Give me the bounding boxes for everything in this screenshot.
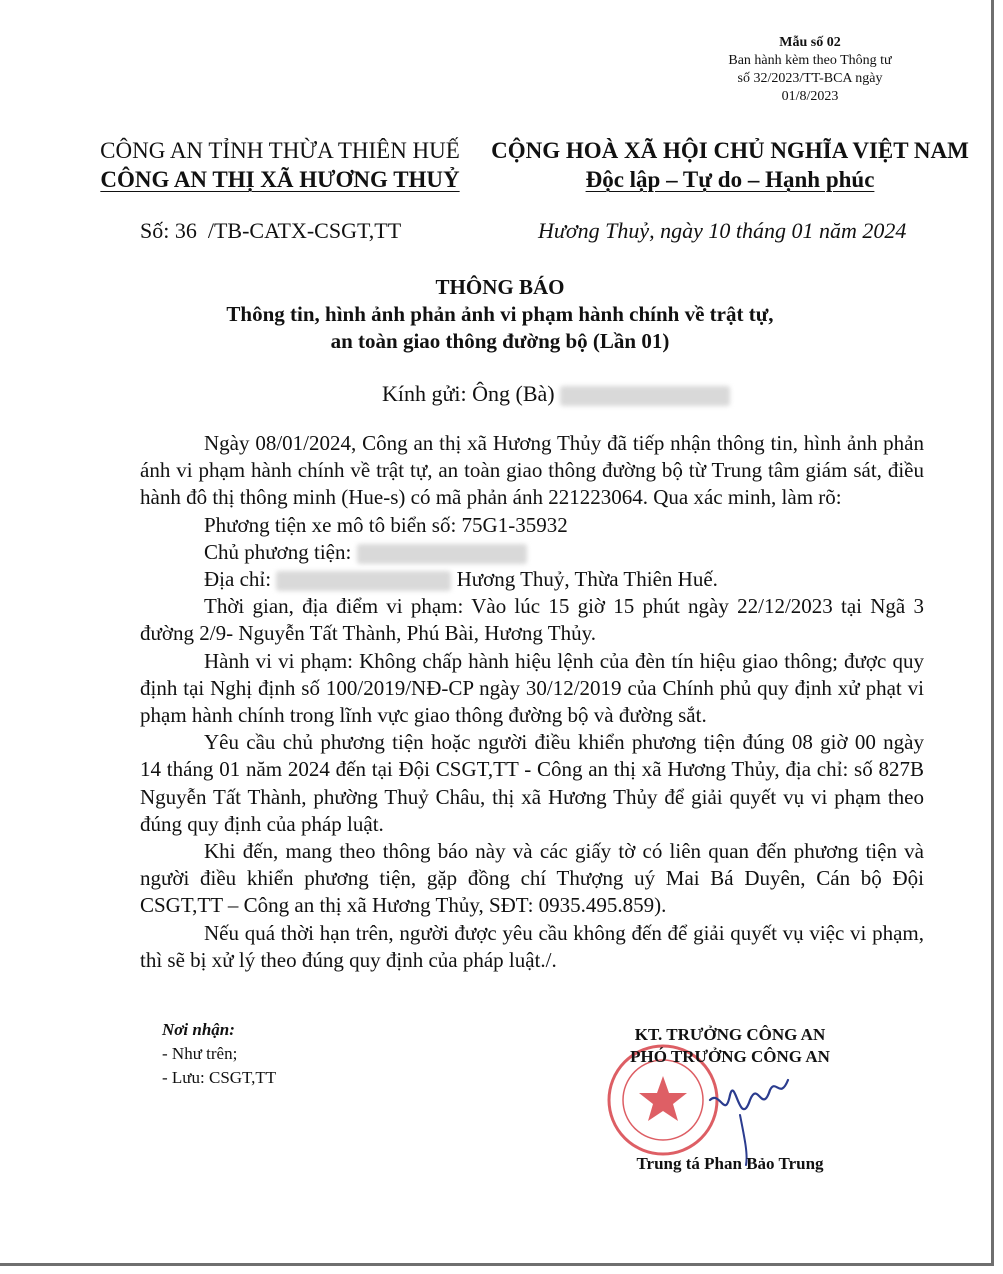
body-paragraph: Hành vi vi phạm: Không chấp hành hiệu lệnh của đèn tín hiệu giao thông; được quy định tại Nghị định số 100/2019/NĐ-CP ngày 30/12/2019 của Chính phủ quy định xử phạt vi phạm hành chính trong lĩnh vực giao thông đường bộ và đường sắt. xyxy=(140,648,924,728)
form-note-line: số 32/2023/TT-BCA ngày xyxy=(737,71,883,86)
date-line: Hương Thuỷ, ngày 10 tháng 01 năm 2024 xyxy=(538,218,907,243)
title-main: THÔNG BÁO xyxy=(435,275,565,299)
form-note-line: 01/8/2023 xyxy=(781,89,839,104)
body-paragraph: Nếu quá thời hạn trên, người được yêu cầu không đến để giải quyết vụ việc vi phạm, thì sẽ bị xử lý theo đúng quy định của pháp luật./. xyxy=(140,920,924,972)
body-paragraph: Thời gian, địa điểm vi phạm: Vào lúc 15 giờ 15 phút ngày 22/12/2023 tại Ngã 3 đường 2/9- Nguyễn Tất Thành, Phú Bài, Hương Thủy. xyxy=(140,594,924,646)
owner-line xyxy=(140,539,924,566)
receivers-heading: Nơi nhận: xyxy=(162,1020,235,1039)
document-body xyxy=(140,430,935,974)
form-note-line: Ban hành kèm theo Thông tư xyxy=(728,53,892,68)
signer-name: Trung tá Phan Bảo Trung xyxy=(636,1154,824,1173)
redacted-address xyxy=(276,571,451,591)
signer-title: KT. TRƯỞNG CÔNG AN xyxy=(634,1025,826,1044)
form-number: Mẫu số 02 xyxy=(779,35,841,50)
vehicle-line: Phương tiện xe mô tô biển số: 75G1-35932 xyxy=(204,512,568,537)
issuing-agency xyxy=(70,136,490,194)
body-paragraph: Ngày 08/01/2024, Công an thị xã Hương Thủy đã tiếp nhận thông tin, hình ảnh phản ánh vi phạm hành chính về trật tự, an toàn giao thông đường bộ từ Trung tâm giám sát, điều hành đô thị thông minh (Hue-s) có mã phản ánh 221223064. Qua xác minh, làm rõ: xyxy=(140,431,924,510)
address-tail: Hương Thuỷ, Thừa Thiên Huế. xyxy=(456,567,718,592)
redacted-owner xyxy=(357,544,527,564)
receivers-block xyxy=(162,1018,276,1090)
recipient-label: Kính gửi: Ông (Bà) xyxy=(382,381,555,406)
national-header xyxy=(480,136,980,194)
body-paragraph: Khi đến, mang theo thông báo này và các giấy tờ có liên quan đến phương tiện và người điều khiển phương tiện, gặp đồng chí Thượng uý Mai Bá Duyên, Cán bộ Đội CSGT,TT – Công an thị xã Hương Thủy, SĐT: 0935.495.859). xyxy=(140,839,924,918)
address-label: Địa chỉ: xyxy=(204,567,272,592)
nation-name: CỘNG HOÀ XÃ HỘI CHỦ NGHĨA VIỆT NAM xyxy=(491,138,969,163)
redacted-name xyxy=(560,386,730,406)
receiver-item: - Lưu: CSGT,TT xyxy=(162,1068,277,1087)
title-line: Thông tin, hình ảnh phản ảnh vi phạm hành chính về trật tự, xyxy=(226,302,774,326)
document-title xyxy=(120,274,880,355)
body-paragraph: Yêu cầu chủ phương tiện hoặc người điều khiển phương tiện đúng 08 giờ 00 ngày 14 tháng 01 năm 2024 đến tại Đội CSGT,TT - Công an thị xã Hương Thủy, địa chỉ: số 827B Nguyễn Tất Thành, phường Thuỷ Châu, thị xã Hương Thủy để giải quyết vụ vi phạm theo đúng quy định của pháp luật. xyxy=(140,730,935,836)
signer-block xyxy=(600,1024,860,1068)
receiver-item: - Như trên; xyxy=(162,1044,238,1063)
document-number: Số: 36 /TB-CATX-CSGT,TT xyxy=(140,218,402,243)
recipient-line xyxy=(382,381,730,407)
title-line: an toàn giao thông đường bộ (Lần 01) xyxy=(330,329,670,353)
nation-motto: Độc lập – Tự do – Hạnh phúc xyxy=(585,167,875,192)
form-note xyxy=(690,34,930,106)
owner-label: Chủ phương tiện: xyxy=(204,539,352,564)
unit-agency: CÔNG AN THỊ XÃ HƯƠNG THUỶ xyxy=(100,167,460,192)
signer-title: PHÓ TRƯỞNG CÔNG AN xyxy=(630,1047,830,1066)
parent-agency: CÔNG AN TỈNH THỪA THIÊN HUẾ xyxy=(100,138,460,163)
address-line xyxy=(140,566,924,593)
